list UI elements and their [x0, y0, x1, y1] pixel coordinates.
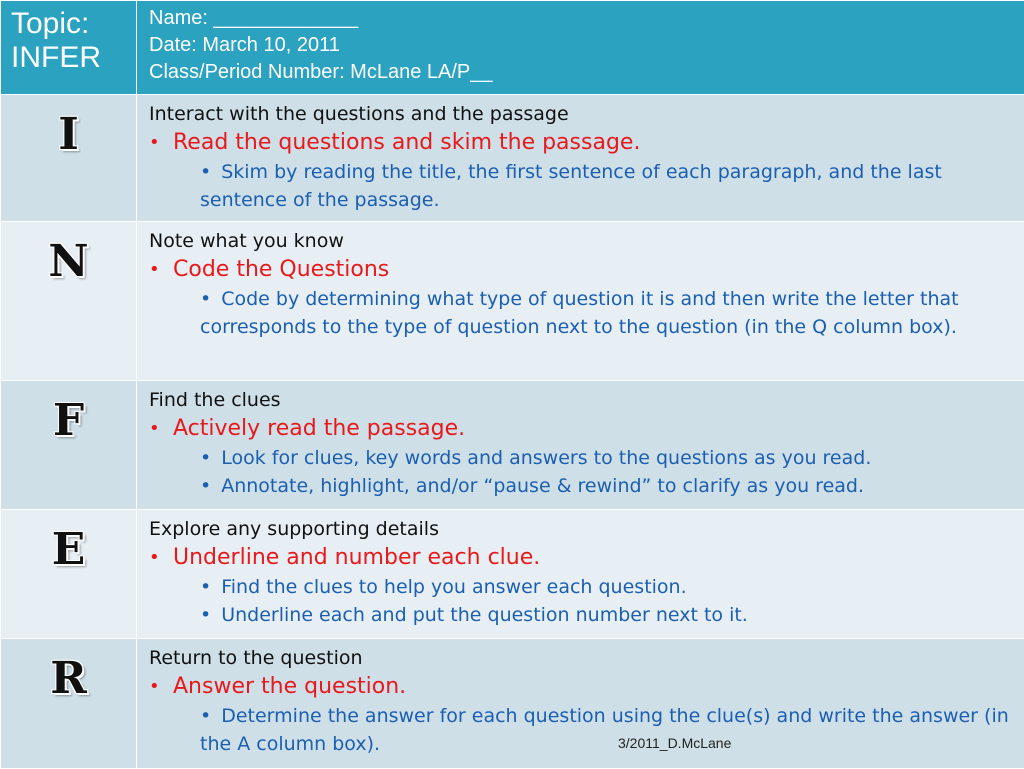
step-heading: Explore any supporting details [149, 515, 1012, 543]
header-row [1, 1, 1024, 95]
step-detail: • Code by determining what type of question it is and then write the letter that corresponds to the type of question next to the question (in the Q column box). [149, 285, 1012, 341]
step-detail: • Determine the answer for each question using the clue(s) and write the answer (in the A column box). [149, 702, 1012, 758]
step-letter: R [1, 639, 137, 769]
step-heading: Interact with the questions and the passage [149, 100, 1012, 128]
step-letter: N [1, 222, 137, 381]
step-row-n [1, 222, 1024, 381]
topic-cell [1, 1, 137, 95]
step-content [137, 381, 1024, 510]
class-period-line: Class/Period Number: McLane LA/P__ [149, 59, 1024, 86]
step-detail: • Annotate, highlight, and/or “pause & rewind” to clarify as you read. [149, 472, 1012, 500]
step-letter: E [1, 510, 137, 639]
step-action: • Code the Questions [149, 255, 1012, 285]
step-detail: • Skim by reading the title, the first sentence of each paragraph, and the last sentence of the passage. [149, 158, 1012, 214]
step-detail: • Find the clues to help you answer each question. [149, 573, 1012, 601]
step-detail: • Underline each and put the question number next to it. [149, 601, 1012, 629]
step-content [137, 222, 1024, 381]
step-heading: Return to the question [149, 644, 1012, 672]
name-line: Name: _____________ [149, 5, 1024, 32]
step-content [137, 95, 1024, 222]
step-action: • Actively read the passage. [149, 414, 1012, 444]
step-heading: Note what you know [149, 227, 1012, 255]
step-heading: Find the clues [149, 386, 1012, 414]
date-line: Date: March 10, 2011 [149, 32, 1024, 59]
step-detail: • Look for clues, key words and answers to the questions as you read. [149, 444, 1012, 472]
step-action: • Answer the question. [149, 672, 1012, 702]
footer-credit: 3/2011_D.McLane [618, 735, 731, 751]
step-action: • Read the questions and skim the passage. [149, 128, 1012, 158]
step-row-i [1, 95, 1024, 222]
step-row-f [1, 381, 1024, 510]
topic-value: INFER [11, 41, 136, 75]
step-letter: I [1, 95, 137, 222]
step-action: • Underline and number each clue. [149, 543, 1012, 573]
step-content [137, 639, 1024, 769]
step-content [137, 510, 1024, 639]
step-row-e [1, 510, 1024, 639]
student-info-cell [137, 1, 1024, 95]
topic-label: Topic: [11, 7, 136, 41]
step-letter: F [1, 381, 137, 510]
step-row-r [1, 639, 1024, 769]
